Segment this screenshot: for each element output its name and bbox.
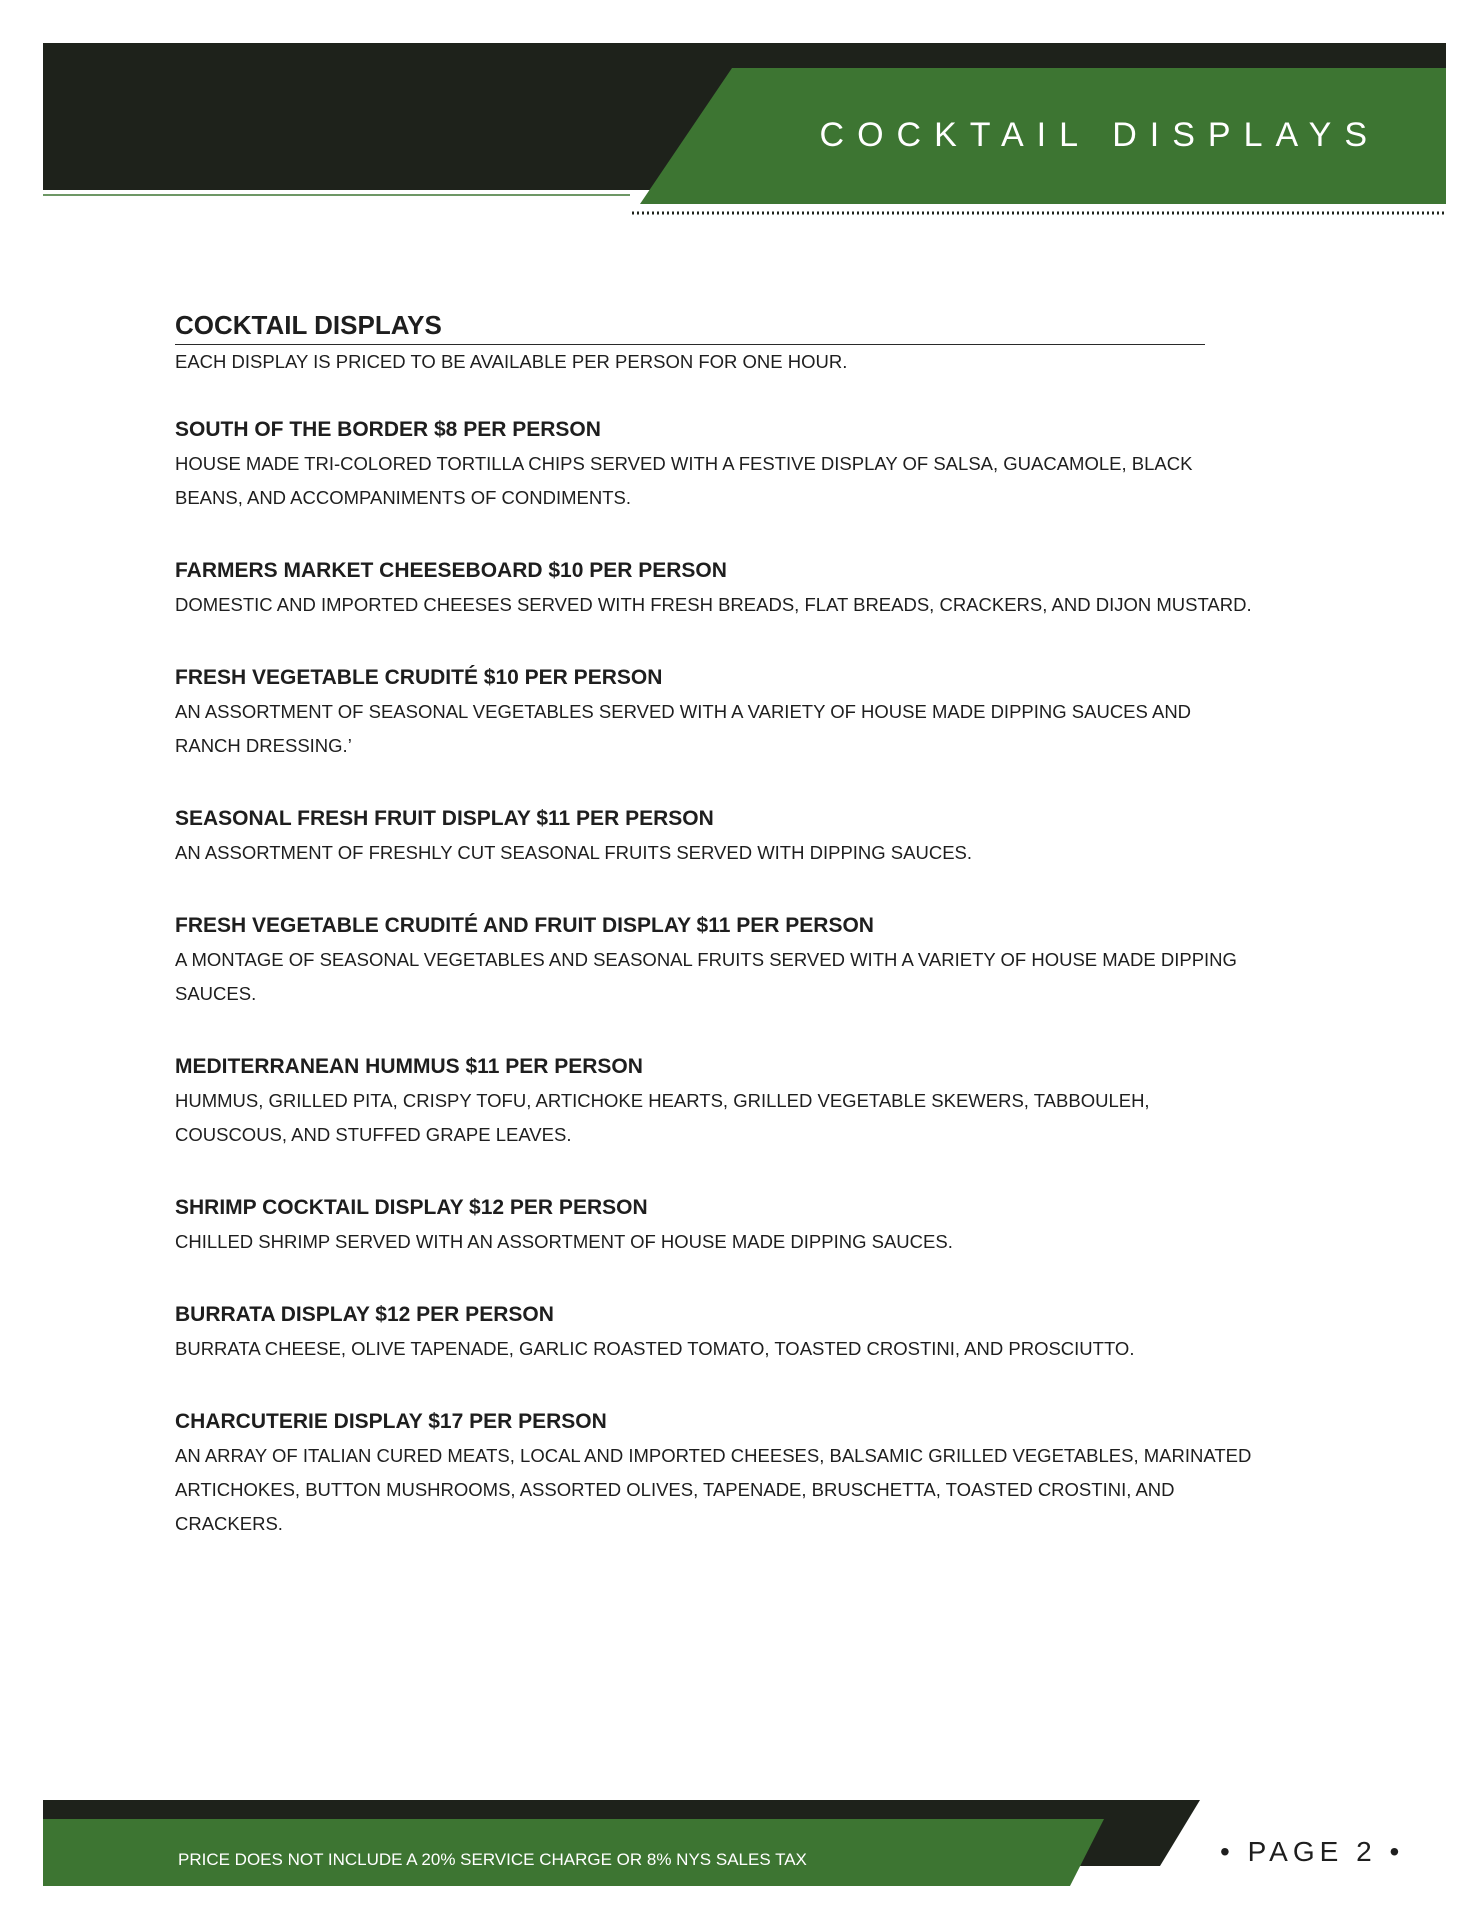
- footer-banner: [0, 1800, 1484, 1900]
- menu-item-description: AN ASSORTMENT OF SEASONAL VEGETABLES SERVED WITH A VARIETY OF HOUSE MADE DIPPING SAUCES AND RANCH DRESSING.’: [175, 701, 1192, 756]
- section-title: COCKTAIL DISPLAYS: [175, 308, 1205, 345]
- menu-item-title: FRESH VEGETABLE CRUDITÉ $10 PER PERSON: [175, 666, 663, 689]
- footer-note: PRICE DOES NOT INCLUDE A 20% SERVICE CHARGE OR 8% NYS SALES TAX: [178, 1850, 807, 1869]
- menu-item-title: SOUTH OF THE BORDER $8 PER PERSON: [175, 418, 601, 441]
- menu-item: [175, 416, 1265, 515]
- menu-item-description: HOUSE MADE TRI-COLORED TORTILLA CHIPS SERVED WITH A FESTIVE DISPLAY OF SALSA, GUACAMOLE, BLACK BEANS, AND ACCOMPANIMENTS OF CONDIMENTS.: [175, 453, 1193, 508]
- menu-item-description: A MONTAGE OF SEASONAL VEGETABLES AND SEASONAL FRUITS SERVED WITH A VARIETY OF HOUSE MADE DIPPING SAUCES.: [175, 949, 1237, 1004]
- menu-item-description: BURRATA CHEESE, OLIVE TAPENADE, GARLIC ROASTED TOMATO, TOASTED CROSTINI, AND PROSCIUTTO.: [175, 1338, 1135, 1359]
- section-intro: EACH DISPLAY IS PRICED TO BE AVAILABLE PER PERSON FOR ONE HOUR.: [175, 351, 848, 372]
- menu-item: [175, 1301, 1265, 1366]
- header-decoration: [0, 0, 1484, 230]
- menu-item-description: DOMESTIC AND IMPORTED CHEESES SERVED WITH FRESH BREADS, FLAT BREADS, CRACKERS, AND DIJON MUSTARD.: [175, 594, 1252, 615]
- menu-item-title: BURRATA DISPLAY $12 PER PERSON: [175, 1303, 554, 1326]
- menu-item: [175, 912, 1265, 1011]
- menu-item-description: CHILLED SHRIMP SERVED WITH AN ASSORTMENT OF HOUSE MADE DIPPING SAUCES.: [175, 1231, 953, 1252]
- banner-title: COCKTAIL DISPLAYS: [819, 116, 1380, 154]
- menu-item: [175, 664, 1265, 763]
- menu-content: [175, 308, 1265, 1541]
- menu-item-description: AN ARRAY OF ITALIAN CURED MEATS, LOCAL AND IMPORTED CHEESES, BALSAMIC GRILLED VEGETABLES, MARINATED ARTICHOKES, BUTTON MUSHROOMS, ASSORTED OLIVES, TAPENADE, BRUSCHETTA, TOASTED CROSTINI, AND CRACKERS.: [175, 1445, 1252, 1534]
- menu-item: [175, 557, 1265, 622]
- menu-item: [175, 1408, 1265, 1541]
- menu-item-description: AN ASSORTMENT OF FRESHLY CUT SEASONAL FRUITS SERVED WITH DIPPING SAUCES.: [175, 842, 973, 863]
- menu-item: [175, 805, 1265, 870]
- menu-item-title: FRESH VEGETABLE CRUDITÉ AND FRUIT DISPLAY $11 PER PERSON: [175, 914, 874, 937]
- menu-item-title: SEASONAL FRESH FRUIT DISPLAY $11 PER PERSON: [175, 807, 714, 830]
- menu-item-title: FARMERS MARKET CHEESEBOARD $10 PER PERSON: [175, 559, 727, 582]
- header-banner: [0, 0, 1484, 230]
- menu-item-description: HUMMUS, GRILLED PITA, CRISPY TOFU, ARTICHOKE HEARTS, GRILLED VEGETABLE SKEWERS, TABBOULEH, COUSCOUS, AND STUFFED GRAPE LEAVES.: [175, 1090, 1150, 1145]
- menu-item-title: CHARCUTERIE DISPLAY $17 PER PERSON: [175, 1410, 607, 1433]
- menu-item: [175, 1053, 1265, 1152]
- page-number: • PAGE 2 •: [1220, 1836, 1405, 1867]
- menu-item-title: SHRIMP COCKTAIL DISPLAY $12 PER PERSON: [175, 1196, 648, 1219]
- menu-item-title: MEDITERRANEAN HUMMUS $11 PER PERSON: [175, 1055, 643, 1078]
- menu-item: [175, 1194, 1265, 1259]
